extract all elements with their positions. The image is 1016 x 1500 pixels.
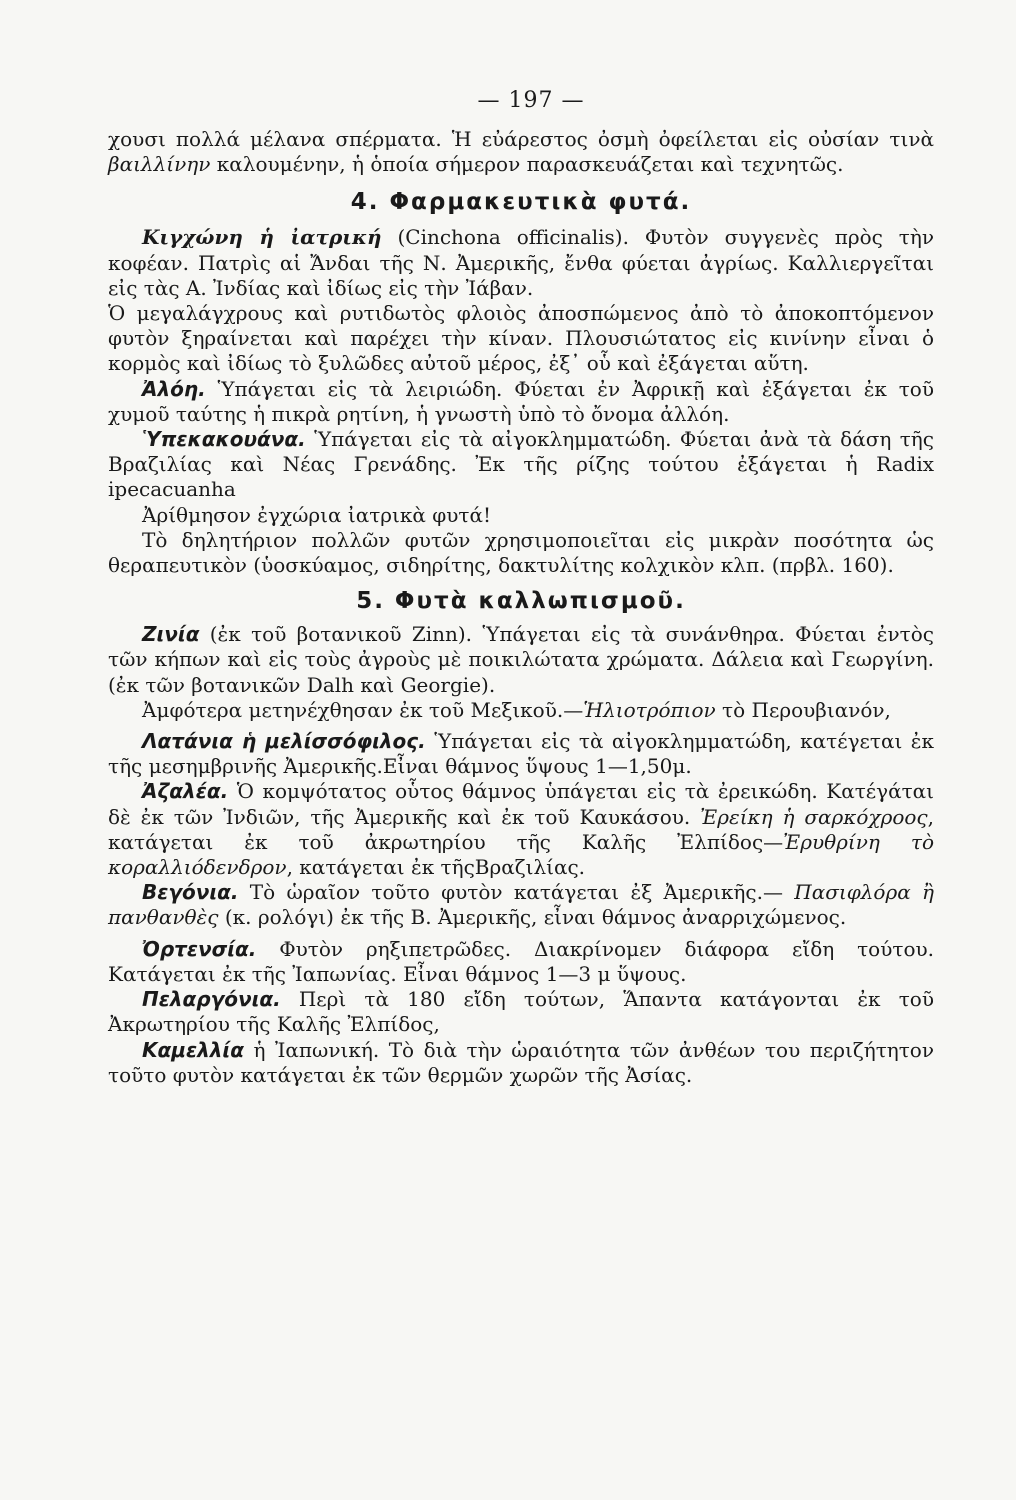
ipecac-text: Ὑπάγεται εἰς τὰ αἰγοκλημματώδη. Φύεται ἀνὰ τὰ δάση τῆς Βραζιλίας καὶ Νέας Γρενάδης. Ἐκ τῆς ρίζης τούτου ἐξάγεται ἡ Radix ipecacuanha <box>108 427 934 502</box>
aloe-term: Ἀλόη. <box>142 376 206 401</box>
pelargonia-text: Περὶ τὰ 180 εἴδη τούτων, Ἅπαντα κατάγονται ἐκ τοῦ Ἀκρωτηρίου τῆς Καλῆς Ἐλπίδος, <box>108 987 934 1037</box>
entry-pelargonia <box>108 987 934 1037</box>
count-prompt: Ἀρίθμησον ἐγχώρια ἰατρικὰ φυτά! <box>142 502 491 527</box>
intro-paragraph <box>108 127 934 177</box>
section-4-heading: 4. Φαρμακευτικὰ φυτά. <box>350 189 692 216</box>
latania-term: Λατάνια ἡ μελίσσόφιλος. <box>142 729 426 754</box>
page-number: — 197 — <box>477 88 585 113</box>
kinchona-bark-paragraph: Ὁ μεγαλάγχρους καὶ ρυτιδωτὸς φλοιὸς ἀποσπώμενος ἀπὸ τὸ ἀποκοπτόμενον φυτὸν ξηραίνεται καὶ παρέχει τὴν κίναν. Πλουσιώτατος εἰς κινίνην εἶναι ὁ κορμὸς καὶ ἰδίως τὸ ξυλῶδες αὐτοῦ μέρος, ἐξ᾽ οὗ καὶ ἐξάγεται αὕτη. <box>108 301 934 376</box>
entry-kinchona <box>108 225 934 301</box>
section-5-heading: 5. Φυτὰ καλλωπισμοῦ. <box>356 588 686 615</box>
entry-azalea <box>108 779 934 880</box>
passiflora-term: Πασιφλόρα ἢ πανθανθὲς <box>108 880 934 930</box>
entry-aloe <box>108 377 934 427</box>
intro-text-2: καλουμένην, ἡ ὁποία σήμερον παρασκευάζεται καὶ τεχνητῶς. <box>210 152 844 177</box>
intro-text-1: χουσι πολλά μέλανα σπέρματα. Ἡ εὐάρεστος ὀσμὴ ὀφείλεται εἰς οὐσίαν τινὰ <box>108 127 934 151</box>
entry-ipecac <box>108 427 934 503</box>
erythrina-term: Ἐρυθρίνη τὸ κοραλλιόδενδρον <box>108 829 934 880</box>
camellia-term: Καμελλία <box>142 1037 244 1062</box>
ipecac-term: Ὑπεκακουάνα. <box>142 427 306 452</box>
azalea-text-2: , κατάγεται ἐκ τοῦ ἀκρωτηρίου τῆς Καλῆς Ἐλπίδος— <box>108 804 934 854</box>
zinnia-origin-text-2: τὸ Περουβιανόν, <box>715 697 891 722</box>
latania-text: Ὑπάγεται εἰς τὰ αἰγοκλημματώδη, κατέγεται ἐκ τῆς μεσημβρινῆς Ἀμερικῆς.Εἶναι θάμνος ὕψους 1—1,50μ. <box>108 729 934 779</box>
entry-begonia <box>108 880 934 930</box>
poison-paragraph: Τὸ δηλητήριον πολλῶν φυτῶν χρησιμοποιεῖται εἰς μικρὰν ποσότητα ὡς θεραπευτικὸν (ὑοσκύαμος, σιδηρίτης, δακτυλίτης κολχικὸν κλπ. (πρβλ. 160). <box>108 527 934 578</box>
azalea-text-3: , κατάγεται ἐκ τῆςΒραζιλίας. <box>286 855 586 880</box>
begonia-term: Βεγόνια. <box>142 880 239 905</box>
camellia-text: ἡ Ἰαπωνική. Τὸ διὰ τὴν ὡραιότητα τῶν ἀνθέων του περιζήτητον τοῦτο φυτὸν κατάγεται ἐκ τῶν θερμῶν χωρῶν τῆς Ἀσίας. <box>108 1037 934 1087</box>
azalea-term: Ἀζαλέα. <box>142 779 229 804</box>
begonia-text-1: Τὸ ὡραῖον τοῦτο φυτὸν κατάγεται ἐξ Ἀμερικῆς.— <box>238 880 795 905</box>
zinnia-term: Ζινία <box>142 622 200 647</box>
kinchona-text: (Cinchona officinalis). Φυτὸν συγγενὲς πρὸς τὴν κοφέαν. Πατρὶς αἱ Ἄνδαι τῆς Ν. Ἀμερικῆς, ἔνθα φύεται ἀγρίως. Καλλιεργεῖται εἰς τὰς Α. Ἰνδίας καὶ ἰδίως εἰς τὴν Ἰάβαν. <box>108 225 934 300</box>
zinnia-origin-text: Ἀμφότερα μετηνέχθησαν ἐκ τοῦ Μεξικοῦ.— <box>142 697 584 722</box>
entry-camellia <box>108 1038 934 1088</box>
intro-italic-term: βαιλλίνην <box>108 152 211 177</box>
entry-zinnia <box>108 622 934 698</box>
aloe-text: Ὑπάγεται εἰς τὰ λειριώδη. Φύεται ἐν Ἀφρικῇ καὶ ἐξάγεται ἐκ τοῦ χυμοῦ ταύτης ἡ πικρὰ ρητίνη, ἡ γνωστὴ ὑπὸ τὸ ὄνομα ἀλλόη. <box>108 376 934 426</box>
zinnia-text: (ἐκ τοῦ βοτανικοῦ Zinn). Ὑπάγεται εἰς τὰ συνάνθηρα. Φύεται ἐντὸς τῶν κήπων καὶ εἰς τοὺς ἀγροὺς μὲ ποικιλώτατα χρώματα. Δάλεια καὶ Γεωργίνη. (ἐκ τῶν βοτανικῶν Dalh καὶ Georgie). <box>108 622 934 697</box>
entry-latania <box>108 729 934 779</box>
hortensia-term: Ὀρτενσία. <box>142 936 257 961</box>
zinnia-origin-paragraph <box>108 698 934 723</box>
entry-hortensia <box>108 937 934 987</box>
hortensia-text: Φυτὸν ρηξιπετρῶδες. Διακρίνομεν διάφορα εἴδη τούτου. Κατάγεται ἐκ τῆς Ἰαπωνίας. Εἶναι θάμνος 1—3 μ ὕψους. <box>108 936 934 986</box>
pelargonia-term: Πελαργόνια. <box>142 987 281 1012</box>
azalea-text-1: Ὁ κομψότατος οὗτος θάμνος ὑπάγεται εἰς τὰ ἐρεικώδη. Κατέγάται δὲ ἐκ τῶν Ἰνδιῶν, τῆς Ἀμερικῆς καὶ ἐκ τοῦ Καυκάσου. <box>108 779 934 829</box>
ericaceae-term: Ἐρείκη ἡ σαρκόχροος <box>700 804 928 829</box>
begonia-text-2: (κ. ρολόγι) ἐκ τῆς Β. Ἀμερικῆς, εἶναι θάμνος ἀναρριχώμενος. <box>218 905 847 930</box>
heliotrope-term: Ἡλιοτρόπιον <box>583 697 716 722</box>
kinchona-term: Κιγχώνη ἡ ἰατρική <box>142 225 382 250</box>
